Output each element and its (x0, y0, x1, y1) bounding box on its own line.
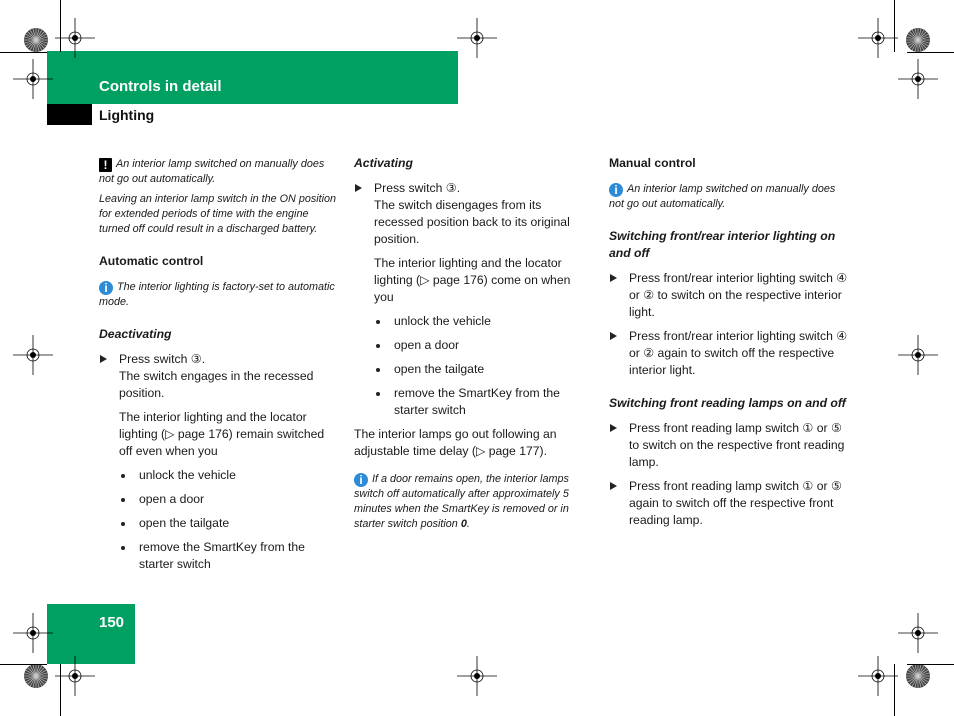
column-2 (354, 155, 590, 538)
info-icon: i (609, 183, 623, 197)
step-item (99, 351, 339, 402)
list-item: open a door (354, 337, 590, 354)
step-item (609, 420, 851, 471)
triangle-right-icon (610, 274, 617, 282)
auto-heading: Automatic control (99, 254, 204, 268)
crop-line (894, 664, 895, 716)
manual-heading: Manual control (609, 156, 696, 170)
warning-note (99, 157, 339, 237)
list-item: unlock the vehicle (354, 313, 590, 330)
crosshair-icon (13, 613, 53, 653)
triangle-right-icon (610, 482, 617, 490)
info-note (99, 280, 339, 310)
crosshair-icon (898, 613, 938, 653)
step-text: Press front/rear interior lighting switch ④ or ② to switch on the respective interior light. (629, 271, 848, 319)
bullet-icon (376, 320, 380, 324)
info-note-text: The interior lighting is factory-set to automatic mode. (99, 281, 335, 308)
section-title: Controls in detail (99, 78, 222, 95)
list-item: remove the SmartKey from the starter switch (354, 385, 590, 419)
step-detail: The switch disengages from its recessed position back to its original position. (374, 198, 570, 246)
column-3 (609, 155, 851, 536)
list-item: open the tailgate (99, 515, 339, 532)
starburst-icon (23, 27, 49, 53)
list-item: open the tailgate (354, 361, 590, 378)
info-note: i If a door remains open, the interior lamps switch off automatically after approximately 5 minutes when the SmartKey is removed or in starter switch position 0. (354, 473, 569, 530)
warning-note-text-2: Leaving an interior lamp switch in the ON position for extended periods of time with the engine turned off could result in a discharged battery. (99, 193, 337, 235)
warning-note-text: An interior lamp switched on manually does not go out automatically. (99, 158, 325, 185)
warning-icon: ! (99, 158, 112, 172)
list-item: open a door (99, 491, 339, 508)
step-item (609, 270, 851, 321)
crosshair-icon (898, 335, 938, 375)
info-note-text: An interior lamp switched on manually does not go out automatically. (609, 183, 836, 210)
bullet-icon (121, 546, 125, 550)
subsection-title: Lighting (99, 107, 155, 123)
info-note-bold: 0 (460, 518, 467, 530)
step-item (609, 328, 851, 379)
crosshair-icon (457, 18, 497, 58)
crop-line (0, 664, 47, 665)
paragraph: The interior lighting and the locator lighting (▷ page 176) come on when you (374, 256, 571, 304)
triangle-right-icon (610, 424, 617, 432)
switch-interior-heading: Switching front/rear interior lighting on and off (609, 229, 836, 260)
triangle-right-icon (355, 184, 362, 192)
crop-line (894, 0, 895, 52)
paragraph: The interior lighting and the locator lighting (▷ page 176) remain switched off even when you (119, 410, 325, 458)
bullet-icon (376, 368, 380, 372)
crop-line (60, 0, 61, 52)
step-text: Press front/rear interior lighting switch ④ or ② again to switch off the respective interior light. (629, 329, 848, 377)
crosshair-icon (55, 18, 95, 58)
step-text: Press switch ③. (119, 352, 206, 366)
crosshair-icon (858, 18, 898, 58)
bullet-icon (121, 498, 125, 502)
info-icon: i (354, 473, 368, 487)
step-text: Press switch ③. (374, 181, 461, 195)
crosshair-icon (457, 656, 497, 696)
page-number: 150 (99, 614, 125, 631)
triangle-right-icon (610, 332, 617, 340)
info-note-text: If a door remains open, the interior lamps switch off automatically after approximately 5 minutes when the SmartKey is removed or in starter switch position (354, 473, 569, 530)
list-item: remove the SmartKey from the starter switch (99, 539, 339, 573)
bullet-icon (376, 344, 380, 348)
list-item: unlock the vehicle (99, 467, 339, 484)
crosshair-icon (13, 59, 53, 99)
paragraph: The interior lamps go out following an adjustable time delay (▷ page 177). (354, 427, 557, 458)
header-black-tab (47, 104, 92, 125)
switch-reading-heading: Switching front reading lamps on and off (609, 396, 846, 410)
starburst-icon (905, 27, 931, 53)
crosshair-icon (898, 59, 938, 99)
column-1 (99, 157, 339, 580)
crosshair-icon (13, 335, 53, 375)
starburst-icon (905, 663, 931, 689)
starburst-icon (23, 663, 49, 689)
step-text: Press front reading lamp switch ① or ⑤ again to switch off the respective front reading lamp. (629, 479, 842, 527)
step-item (354, 180, 590, 248)
bullet-icon (121, 474, 125, 478)
crosshair-icon (858, 656, 898, 696)
step-detail: The switch engages in the recessed position. (119, 369, 314, 400)
bullet-icon (376, 392, 380, 396)
crosshair-icon (55, 656, 95, 696)
crop-line (907, 52, 954, 53)
crop-line (0, 52, 47, 53)
crop-line (907, 664, 954, 665)
deactivating-heading: Deactivating (99, 327, 172, 341)
step-item (609, 478, 851, 529)
info-note (609, 182, 851, 212)
info-icon: i (99, 281, 113, 295)
page-number-box (47, 604, 135, 664)
crop-line (60, 664, 61, 716)
step-text: Press front reading lamp switch ① or ⑤ to switch on the respective front reading lamp. (629, 421, 845, 469)
activating-heading: Activating (354, 156, 413, 170)
bullet-icon (121, 522, 125, 526)
triangle-right-icon (100, 355, 107, 363)
